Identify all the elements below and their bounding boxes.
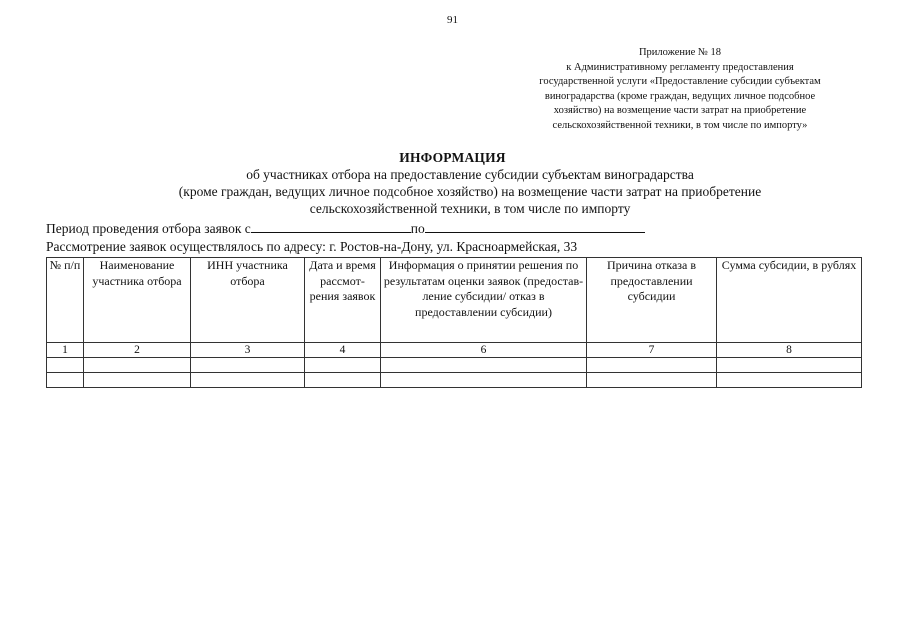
table-cell[interactable]	[191, 358, 305, 373]
appendix-title: Приложение № 18	[638, 47, 722, 58]
subtitle-line: сельскохозяйственной техники, в том числе по импорту	[309, 201, 631, 216]
table-cell[interactable]	[717, 358, 862, 373]
appendix-line: хозяйство) на возмещение части затрат на приобретение	[553, 105, 807, 116]
table-row	[47, 373, 862, 388]
header-subsidy-amount: Сумма субсидии, в рублях	[717, 258, 862, 343]
header-refusal-reason: Причина отказа в предоставлении субсидии	[587, 258, 717, 343]
column-number: 7	[587, 343, 717, 358]
table-row	[47, 358, 862, 373]
appendix-line: виноградарства (кроме граждан, ведущих личное подсобное	[544, 90, 816, 102]
column-numbers-row	[47, 343, 862, 358]
header-review-date: Дата и время рассмот-рения заявок	[305, 258, 381, 343]
column-number: 8	[717, 343, 862, 358]
header-decision-info: Информация о принятии решения по результатам оценки заявок (предостав-ление субсидии/ отказ в предоставлении субсидии)	[381, 258, 587, 343]
page-number: 91	[447, 14, 458, 26]
table-cell[interactable]	[191, 373, 305, 388]
period-line	[46, 219, 645, 237]
table-cell[interactable]	[84, 373, 191, 388]
period-from-field[interactable]	[251, 219, 411, 233]
column-number: 3	[191, 343, 305, 358]
appendix-line: государственной услуги «Предоставление субсидии субъектам	[539, 76, 821, 87]
period-to-field[interactable]	[425, 219, 645, 233]
appendix-line: сельскохозяйственной техники, в том числе по импорту»	[552, 119, 808, 131]
table-cell[interactable]	[47, 373, 84, 388]
appendix-line: к Административному регламенту предоставления	[566, 61, 794, 73]
column-number: 2	[84, 343, 191, 358]
table-cell[interactable]	[305, 358, 381, 373]
column-number: 1	[47, 343, 84, 358]
header-participant-name: Наименование участника отбора	[84, 258, 191, 343]
document-title: ИНФОРМАЦИЯ	[399, 150, 506, 165]
appendix-block	[495, 46, 865, 133]
period-to-label: по	[410, 221, 425, 236]
header-number: № п/п	[47, 258, 84, 343]
table-cell[interactable]	[587, 358, 717, 373]
column-number: 6	[381, 343, 587, 358]
table-cell[interactable]	[587, 373, 717, 388]
subtitle-line: об участниках отбора на предоставление субсидии субъектам виноградарства	[246, 167, 694, 182]
period-label: Период проведения отбора заявок с	[46, 221, 251, 236]
header-inn: ИНН участника отбора	[191, 258, 305, 343]
table-cell[interactable]	[717, 373, 862, 388]
subtitle-line: (кроме граждан, ведущих личное подсобное хозяйство) на возмещение части затрат на приобретение	[178, 184, 762, 199]
column-number: 4	[305, 343, 381, 358]
table-header-row	[47, 258, 862, 343]
table-cell[interactable]	[305, 373, 381, 388]
table-cell[interactable]	[381, 373, 587, 388]
table-cell[interactable]	[381, 358, 587, 373]
participants-table	[46, 257, 862, 388]
address-line: Рассмотрение заявок осуществлялось по адресу: г. Ростов-на-Дону, ул. Красноармейская, 33	[46, 239, 578, 254]
table-cell[interactable]	[47, 358, 84, 373]
table-cell[interactable]	[84, 358, 191, 373]
document-subtitle	[160, 166, 780, 217]
